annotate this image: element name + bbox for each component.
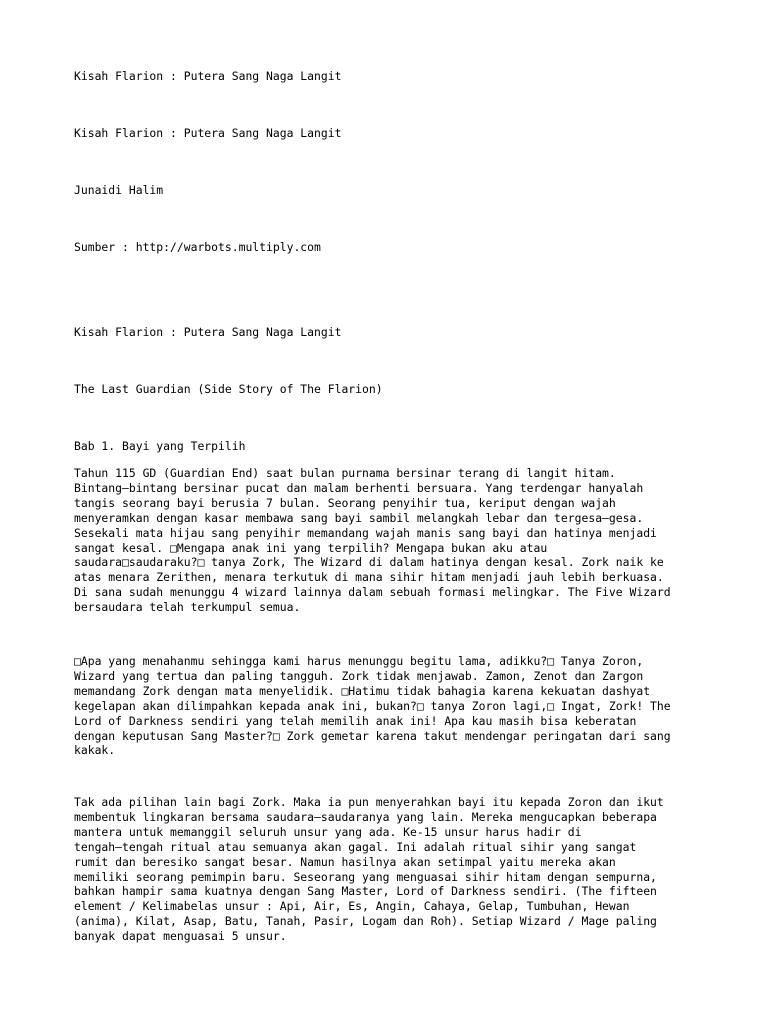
paragraph-line: Wizard yang tertua dan paling tangguh. Zork tidak menjawab. Zamon, Zenot dan Zargon bbox=[74, 668, 644, 683]
paragraph-line: bahkan hampir sama kuatnya dengan Sang Master, Lord of Darkness sendiri. (The fifteen bbox=[74, 884, 657, 899]
paragraph-1 bbox=[74, 466, 714, 615]
paragraph-line: bersaudara telah terkumpul semua. bbox=[74, 600, 301, 615]
paragraph-line: memiliki seorang pemimpin baru. Seseorang yang menguasai sihir hitam dengan sempurna, bbox=[74, 869, 657, 884]
story-subtitle: The Last Guardian (Side Story of The Flarion) bbox=[74, 382, 383, 396]
paragraph-line: menyeramkan dengan kasar membawa sang bayi sambil melangkah lebar dan tergesa–gesa. bbox=[74, 510, 644, 525]
paragraph-line: Lord of Darkness sendiri yang telah memilih anak ini! Apa kau masih bisa keberatan bbox=[74, 713, 637, 728]
author-name: Junaidi Halim bbox=[74, 183, 164, 197]
paragraph-line: saudara□saudaraku?□ tanya Zork, The Wizard di dalam hatinya dengan kesal. Zork naik ke bbox=[74, 555, 664, 570]
paragraph-line: rumit dan beresiko sangat besar. Namun hasilnya akan setimpal yaitu mereka akan bbox=[74, 854, 616, 869]
paragraph-line: (anima), Kilat, Asap, Batu, Tanah, Pasir, Logam dan Roh). Setiap Wizard / Mage paling bbox=[74, 914, 657, 929]
paragraph-line: membentuk lingkaran bersama saudara–saudaranya yang lain. Mereka mengucapkan beberapa bbox=[74, 809, 657, 824]
paragraph-3 bbox=[74, 795, 714, 944]
paragraph-line: Tak ada pilihan lain bagi Zork. Maka ia pun menyerahkan bayi itu kepada Zoron dan ikut bbox=[74, 795, 664, 809]
paragraph-line: Bintang–bintang bersinar pucat dan malam berhenti bersuara. Yang terdengar hanyalah bbox=[74, 480, 644, 495]
paragraph-line: memandang Zork dengan mata menyelidik. □Hatimu tidak bahagia karena kekuatan dashyat bbox=[74, 683, 651, 698]
paragraph-line: tangis seorang bayi berusia 7 bulan. Seorang penyihir tua, keriput dengan wajah bbox=[74, 495, 616, 510]
paragraph-line: Tahun 115 GD (Guardian End) saat bulan purnama bersinar terang di langit hitam. bbox=[74, 466, 616, 480]
story-title: Kisah Flarion : Putera Sang Naga Langit bbox=[74, 325, 342, 339]
paragraph-line: kegelapan akan dilimpahkan kepada anak ini, bukan?□ tanya Zoron lagi,□ Ingat, Zork! The bbox=[74, 698, 671, 713]
chapter-heading: Bab 1. Bayi yang Terpilih bbox=[74, 439, 246, 453]
paragraph-line: dengan keputusan Sang Master?□ Zork gemetar karena takut mendengar peringatan dari sang bbox=[74, 728, 671, 743]
paragraph-line: sangat kesal. □Mengapa anak ini yang terpilih? Mengapa bukan aku atau bbox=[74, 540, 548, 555]
paragraph-2 bbox=[74, 654, 714, 758]
paragraph-line: Di sana sudah menunggu 4 wizard lainnya dalam sebuah formasi melingkar. The Five Wizard bbox=[74, 585, 671, 600]
paragraph-line: mantera untuk memanggil seluruh unsur yang ada. Ke-15 unsur harus hadir di bbox=[74, 824, 582, 839]
paragraph-line: kakak. bbox=[74, 743, 116, 758]
source-line: Sumber : http://warbots.multiply.com bbox=[74, 240, 321, 254]
paragraph-line: Sesekali mata hijau sang penyihir memandang wajah manis sang bayi dan hatinya menjadi bbox=[74, 525, 657, 540]
paragraph-line: tengah–tengah ritual atau semuanya akan gagal. Ini adalah ritual sihir yang sangat bbox=[74, 839, 637, 854]
document-title: Kisah Flarion : Putera Sang Naga Langit bbox=[74, 69, 342, 83]
document-title-repeat: Kisah Flarion : Putera Sang Naga Langit bbox=[74, 126, 342, 140]
paragraph-line: atas menara Zerithen, menara terkutuk di mana sihir hitam menjadi jauh lebih berkuasa. bbox=[74, 570, 664, 585]
paragraph-line: element / Kelimabelas unsur : Api, Air, Es, Angin, Cahaya, Gelap, Tumbuhan, Hewan bbox=[74, 899, 630, 914]
paragraph-line: □Apa yang menahanmu sehingga kami harus menunggu begitu lama, adikku?□ Tanya Zoron, bbox=[74, 654, 644, 668]
paragraph-line: banyak dapat menguasai 5 unsur. bbox=[74, 929, 287, 944]
